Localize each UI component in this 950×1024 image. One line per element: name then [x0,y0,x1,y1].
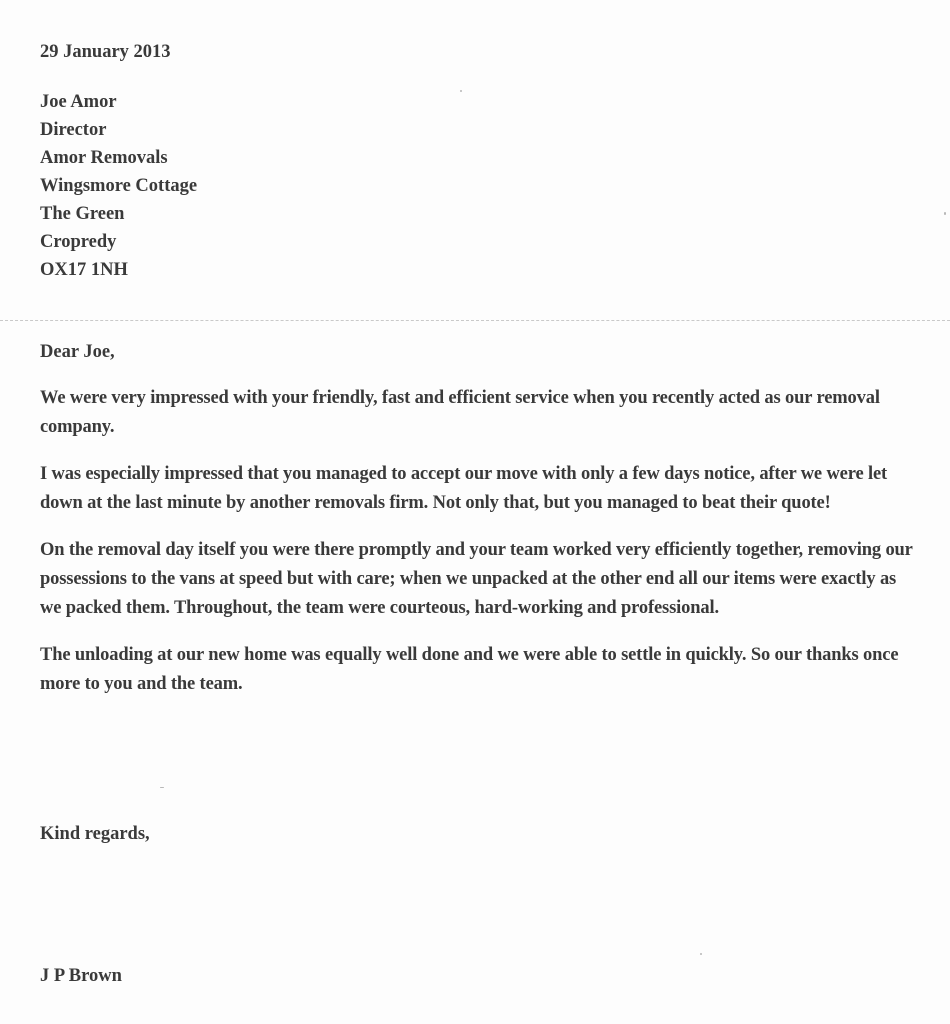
signature-name: J P Brown [40,966,122,986]
body-paragraph-3: On the removal day itself you were there promptly and your team worked very efficiently together, removing our possessions to the vans at speed but with care; when we unpacked at the other end all our items were exactly as we packed them. Throughout, the team were courteous, hard-working and professional. [40,540,913,618]
recipient-title: Director [40,120,107,140]
scan-speck [944,212,946,215]
body-paragraph-4: The unloading at our new home was equally well done and we were able to settle in quickly. So our thanks once more to you and the team. [40,645,899,694]
salutation: Dear Joe, [40,342,115,362]
recipient-company: Amor Removals [40,148,168,168]
recipient-postcode: OX17 1NH [40,260,128,280]
recipient-address [40,88,197,284]
body-paragraph-1: We were very impressed with your friendly, fast and efficient service when you recently acted as our removal company. [40,388,880,437]
letter-body [40,384,920,717]
recipient-town: Cropredy [40,232,117,252]
scan-speck [700,953,702,955]
closing: Kind regards, [40,824,150,844]
recipient-address-line-1: Wingsmore Cottage [40,176,198,196]
recipient-address-line-2: The Green [40,204,125,224]
paper-fold-line [0,320,950,321]
recipient-name: Joe Amor [40,92,117,112]
letter-date: 29 January 2013 [40,42,171,62]
scan-speck [460,90,462,92]
scan-speck [160,787,164,788]
body-paragraph-2: I was especially impressed that you managed to accept our move with only a few days notice, after we were let down at the last minute by another removals firm. Not only that, but you managed to beat their quote! [40,464,888,513]
